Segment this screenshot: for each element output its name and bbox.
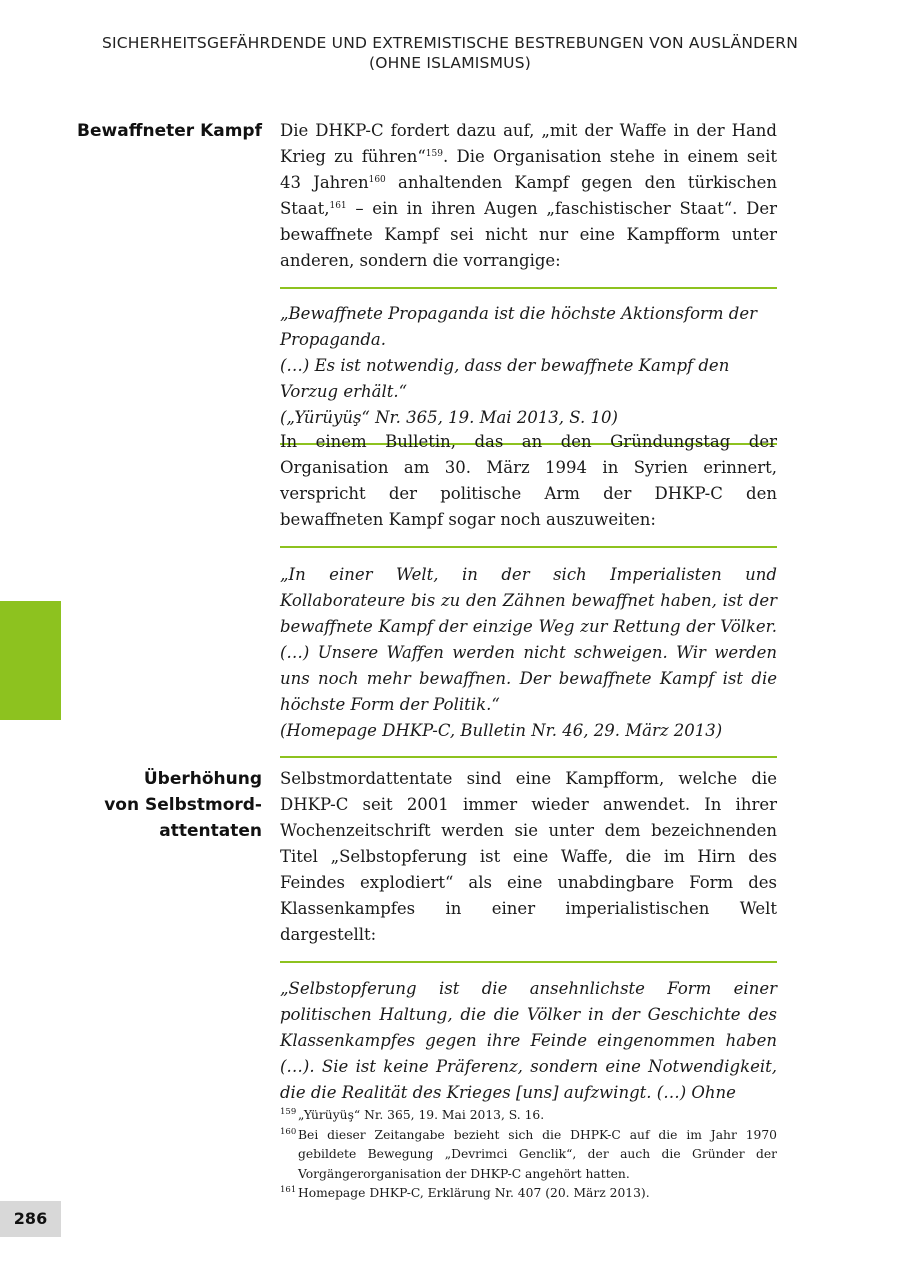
footnote-ref-160[interactable]: 160 xyxy=(368,175,386,185)
quote-source: (Homepage DHKP-C, Bulletin Nr. 46, 29. März 2013) xyxy=(280,721,723,740)
footnote-ref-159[interactable]: 159 xyxy=(425,149,443,159)
quote-self-sacrifice: „Selbstopferung ist die ansehnlichste Form einer politischen Haltung, die die Völker in der Geschichte des Klassenkampfes gegen ihre Feinde eingenommen haben (…). Sie ist keine Präferenz, sondern eine Notwendigkeit, die die Realität des Krieges [uns] aufzwingt. (…) Ohne xyxy=(280,961,777,1106)
quote-text: „In einer Welt, in der sich Imperialisten und Kollaborateure bis zu den Zähnen bewaffnet haben, ist der bewaffnete Kampf der einzige Weg zur Rettung der Völker. (…) Unsere Waffen werden nicht schweigen. Wir werden uns noch mehr bewaffnen. Der bewaffnete Kampf ist die höchste Form der Politik.“ xyxy=(280,565,777,714)
page-number: 286 xyxy=(0,1201,61,1237)
footnote-ref-161[interactable]: 161 xyxy=(329,201,347,211)
quote-line: „Bewaffnete Propaganda ist die höchste Aktionsform der Propaganda. xyxy=(280,304,758,349)
side-heading-armed-struggle: Bewaffneter Kampf xyxy=(77,121,262,141)
paragraph-suicide-attacks: Selbstmordattentate sind eine Kampfform, welche die DHKP-C seit 2001 immer wieder anwendet. In ihrer Wochenzeitschrift werden sie unter dem bezeichnenden Titel „Selbstopferung ist eine Waffe, die im Hirn des Feindes explodiert“ als eine unabdingbare Form des Klassenkampfes in einer imperialistischen Welt dargestellt: xyxy=(280,769,777,944)
paragraph-armed-struggle: Die DHKP-C fordert dazu auf, „mit der Waffe in der Hand Krieg zu führen“$^{159}$. Die Organisation stehe in einem seit 43 Jahren$^{160}$ anhaltenden Kampf gegen den türkischen Staat,$^{161}$ – ein in ihren Augen „faschistischer Staat“. Der bewaffnete Kampf sei nicht nur eine Kampfform unter anderen, sondern die vorrangige: xyxy=(280,121,777,270)
footnote-159: 159 „Yürüyüş“ Nr. 365, 19. Mai 2013, S. 16. xyxy=(280,1107,545,1122)
footnote-160: 160 Bei dieser Zeitangabe bezieht sich die DHPK-C auf die im Jahr 1970 gebildete Bewegung „Devrimci Genclik“, der auch die Gründer der Vorgängerorganisation der DHKP-C angehört hatten. xyxy=(280,1126,777,1181)
quote-source: („Yürüyüş“ Nr. 365, 19. Mai 2013, S. 10) xyxy=(280,408,618,427)
running-header-line2: (OHNE ISLAMISMUS) xyxy=(368,54,531,72)
running-header-line1: SICHERHEITSGEFÄHRDENDE UND EXTREMISTISCHE BESTREBUNGEN VON AUSLÄNDERN xyxy=(101,34,799,52)
quote-yuruyus xyxy=(280,287,777,445)
running-header xyxy=(0,33,900,73)
chapter-color-tab xyxy=(0,601,61,720)
paragraph-bulletin: In einem Bulletin, das an den Gründungstag der Organisation am 30. März 1994 in Syrien erinnert, verspricht der politische Arm der DHKP-C den bewaffneten Kampf sogar noch auszuweiten: xyxy=(280,432,777,529)
quote-line: (…) Es ist notwendig, dass der bewaffnete Kampf den Vorzug erhält.“ xyxy=(280,356,730,401)
footnote-161: 161 Homepage DHKP-C, Erklärung Nr. 407 (20. März 2013). xyxy=(280,1185,650,1200)
side-heading-suicide-attacks: Überhöhung von Selbstmord- attentaten xyxy=(104,769,262,841)
quote-bulletin xyxy=(280,546,777,758)
footnotes xyxy=(280,1106,777,1204)
